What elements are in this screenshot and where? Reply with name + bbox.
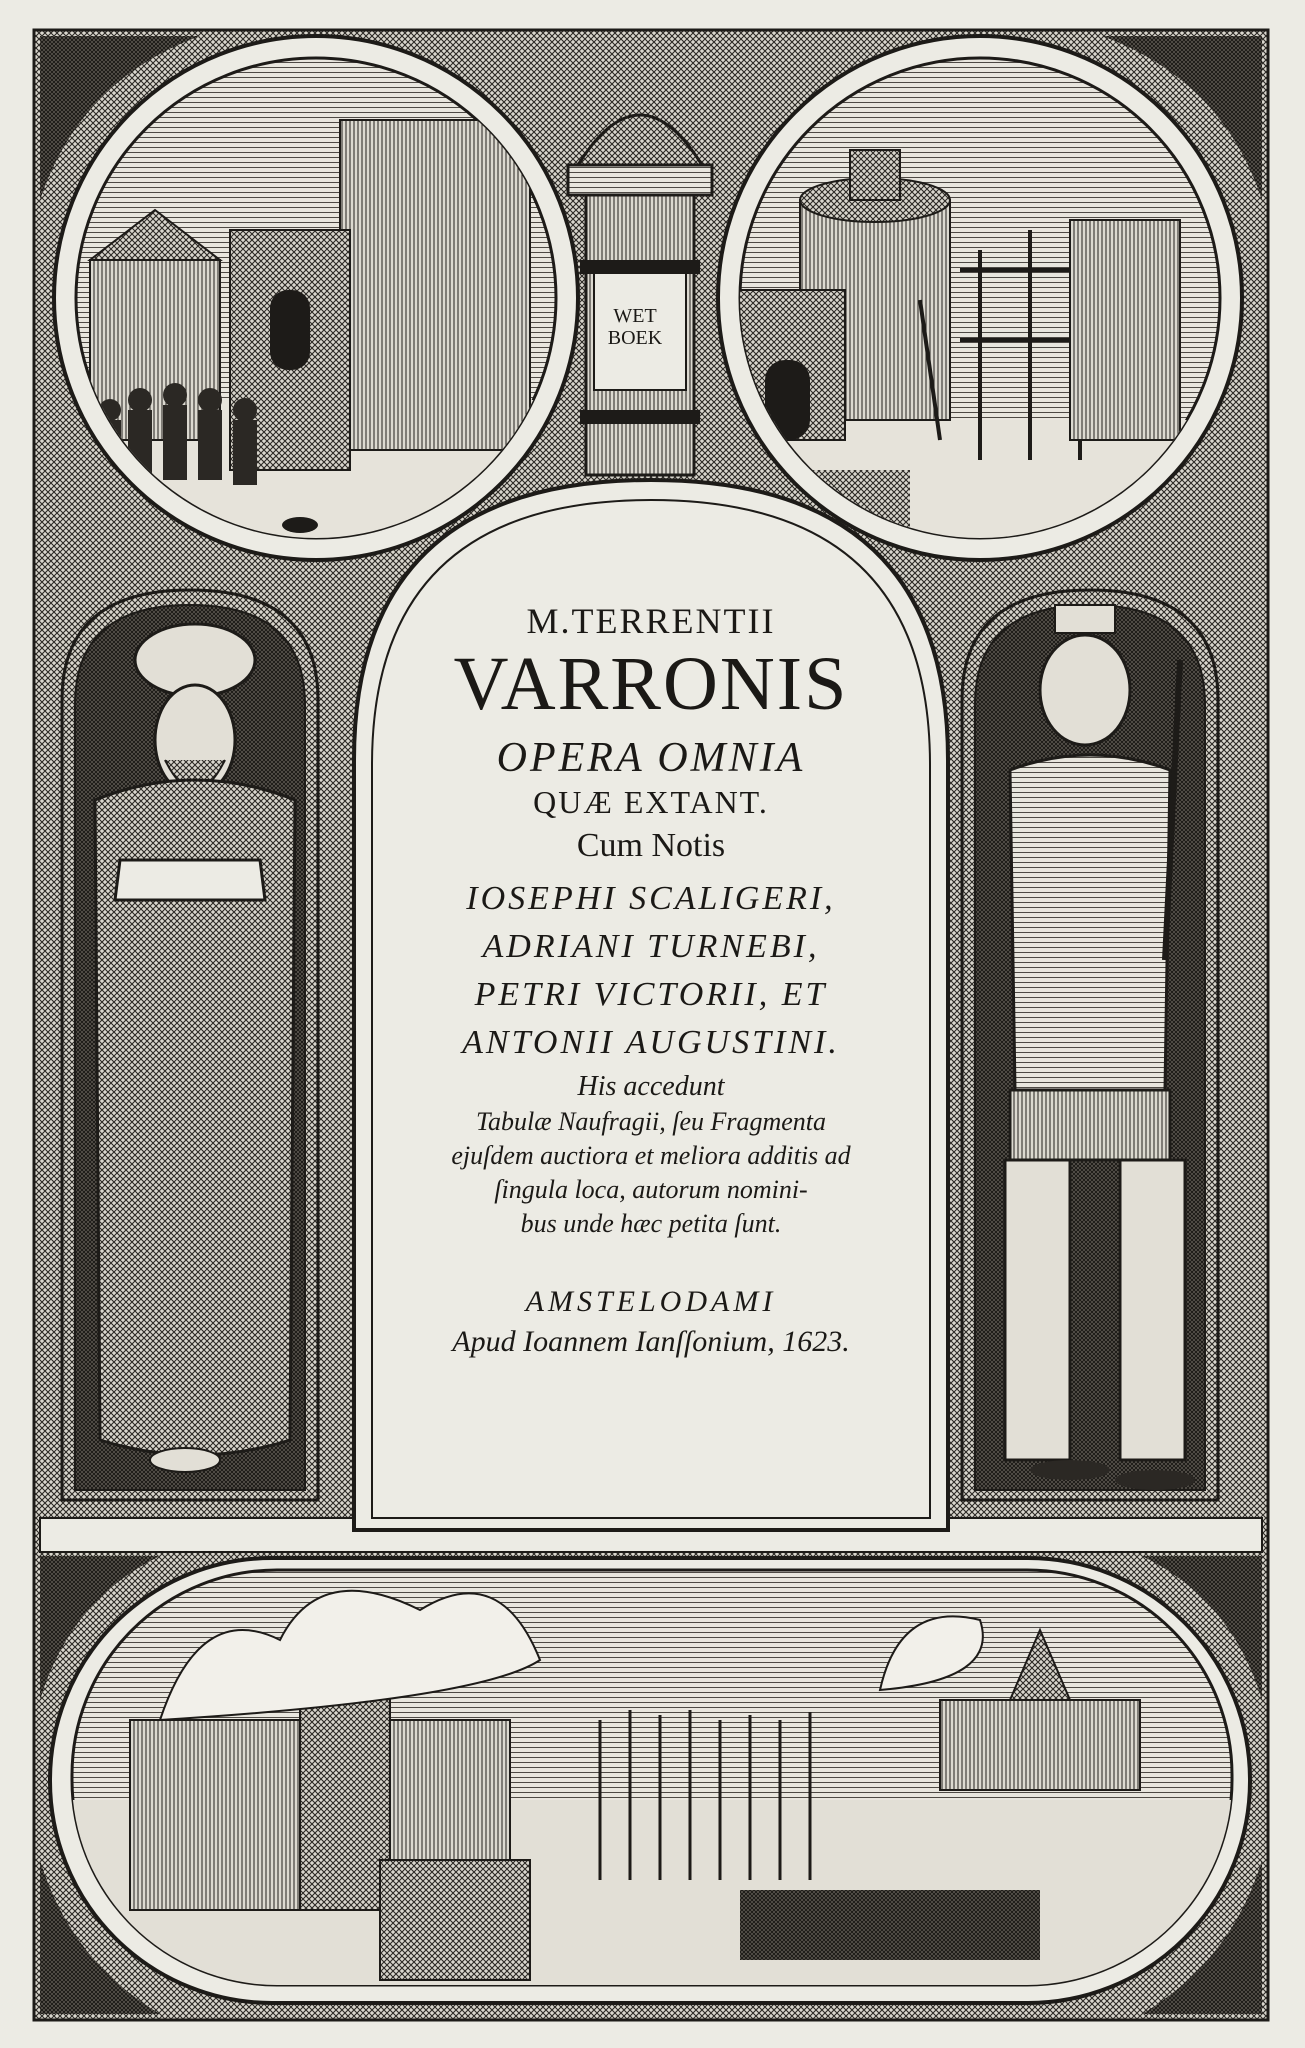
- commentator-name: PETRI VICTORII, ET: [474, 976, 828, 1013]
- publication-place: AMSTELODAMI: [525, 1285, 777, 1318]
- right-niche: [962, 590, 1218, 1500]
- commentator-list: [376, 875, 926, 1067]
- left-niche: [62, 590, 318, 1500]
- author-prefix: M.TERRENTII: [526, 601, 776, 641]
- notes-intro: Cum Notis: [576, 827, 726, 864]
- additions-line: Tabulæ Naufragii, ſeu Fragmenta: [475, 1107, 827, 1136]
- top-left-roundel: [54, 36, 580, 560]
- commentator-name: ADRIANI TURNEBI,: [482, 928, 820, 965]
- work-title-line1: OPERA OMNIA: [496, 735, 806, 781]
- law-book-label-line1: WET: [613, 305, 657, 327]
- work-title-line2: QUÆ EXTANT.: [533, 784, 769, 820]
- law-book-column: [568, 115, 712, 475]
- author-name: VARRONIS: [453, 642, 849, 726]
- additions-line: ejuſdem auctiora et meliora additis ad: [451, 1141, 851, 1170]
- publisher-imprint: Apud Ioannem Ianſſonium, 1623.: [452, 1325, 850, 1358]
- commentator-name: IOSEPHI SCALIGERI,: [466, 880, 836, 917]
- title-text-block: [376, 580, 926, 1510]
- law-book-label: [594, 305, 676, 349]
- additions-description: [376, 1105, 926, 1241]
- additions-line: bus unde hæc petita ſunt.: [520, 1209, 782, 1238]
- commentator-name: ANTONII AUGUSTINI.: [462, 1024, 840, 1061]
- law-book-label-line2: BOEK: [607, 327, 663, 349]
- additions-intro: His accedunt: [577, 1071, 725, 1102]
- bottom-oval-scene: [50, 1558, 1250, 2003]
- additions-line: ſingula loca, autorum nomini-: [494, 1175, 808, 1204]
